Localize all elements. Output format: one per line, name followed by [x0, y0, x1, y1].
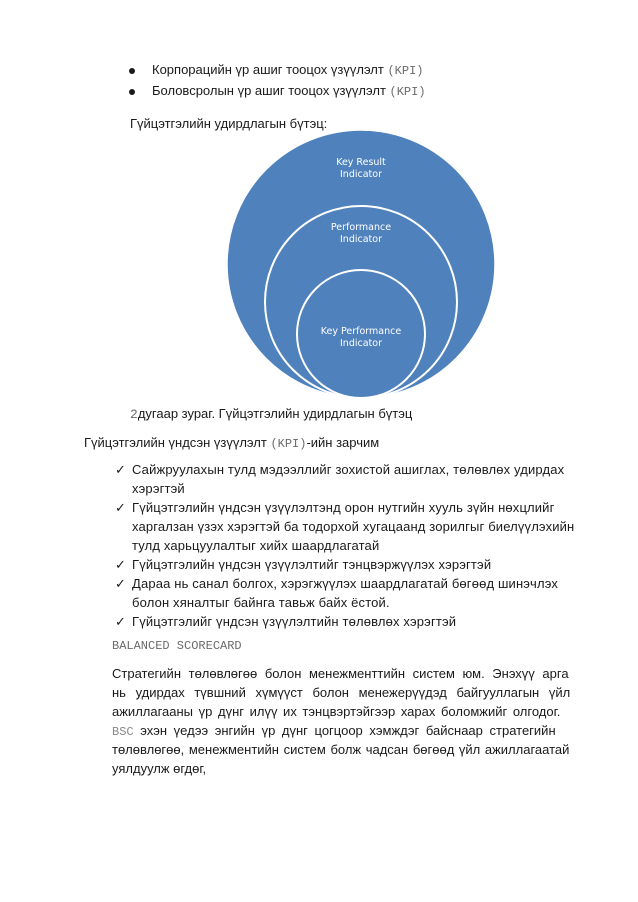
structure-heading: Гүйцэтгэлийн удирдлагын бүтэц: [130, 116, 328, 131]
checkmark-icon: ✓ [115, 614, 126, 629]
bullet-text: Боловсролын үр ашиг тооцох үзүүлэлт [152, 83, 386, 98]
checkmark-icon: ✓ [115, 576, 126, 591]
principles-heading-text: Гүйцэтгэлийн үндсэн үзүүлэлт [84, 435, 267, 450]
paragraph-line: Стратегийн төлөвлөгөө болон менежменттийн систем юм. Энэхүү арга [112, 666, 569, 681]
paragraph-line: нь удирдах түвшний хүмүүст болон менежерүүдэд байгууллагын үйл [112, 685, 571, 700]
bullet-abbr: (KPI) [389, 85, 426, 99]
inner-label-line2: Indicator [340, 338, 382, 349]
inner-label-line1: Key Performance [320, 326, 402, 337]
principles-heading [84, 435, 379, 451]
caption-text: дугаар зураг. Гүйцэтгэлийн удирдлагын бүтэц [137, 406, 413, 421]
principles-heading-abbr: (KPI) [270, 437, 307, 451]
principle-line: Сайжруулахын тулд мэдээллийг зохистой ашиглах, төлөвлөх удирдах [132, 462, 565, 477]
bsc-heading: BALANCED SCORECARD [112, 639, 242, 653]
checkmark-icon: ✓ [115, 557, 126, 572]
middle-label-line1: Performance [330, 222, 392, 233]
principle-line: харгалзан үзэх хэрэгтэй ба тодорхой хугацаанд зорилгыг биелүүлэхийн [132, 519, 575, 534]
caption-number: 2 [130, 407, 138, 422]
principle-line: хэрэгтэй [132, 481, 185, 496]
principles-heading-suffix: -ийн зарчим [306, 435, 380, 450]
middle-label-line2: Indicator [340, 234, 382, 245]
paragraph-line: төлөвлөгөө, менежментийн систем болж чадсан бөгөөд үйл ажиллагаатай [112, 742, 570, 757]
checkmark-icon: ✓ [115, 500, 126, 515]
checkmark-icon: ✓ [115, 462, 126, 477]
principle-line: Гүйцэтгэлийн үндсэн үзүүлэлтэнд орон нутгийн хууль зүйн нөхцлийг [132, 500, 555, 515]
outer-label-line2: Indicator [340, 169, 382, 180]
paragraph-line: уялдуулж өгдөг, [112, 761, 207, 776]
principle-line: Гүйцэтгэлийн үндсэн үзүүлэлтийг тэнцвэржүүлэх хэрэгтэй [132, 557, 492, 572]
bullet-text: Корпорацийн үр ашиг тооцох үзүүлэлт [152, 62, 384, 77]
figure-caption [130, 406, 412, 422]
bsc-abbr: BSC [112, 725, 134, 739]
principle-line: тулд харьцуулалтыг хийх шаардлагатай [132, 538, 380, 553]
paragraph-line [112, 723, 556, 739]
paragraph-text: эхэн үедээ энгийн үр дүнг цогцоор хэмждэг байснаар стратегийн [140, 723, 556, 738]
outer-label-line1: Key Result [336, 157, 386, 168]
principle-line: Гүйцэтгэлийг үндсэн үзүүлэлтийн төлөвлөх хэрэгтэй [132, 614, 457, 629]
principle-line: Дараа нь санал болгох, хэрэгжүүлэх шаардлагатай бөгөөд шинэчлэх [132, 576, 559, 591]
principle-line: болон хяналтыг байнга тавьж байх ёстой. [132, 595, 390, 610]
paragraph-line: ажиллагааны үр дүнг илүү их тэнцвэртэйгээр харах боломжийг олгодог. [112, 704, 561, 719]
bullet-abbr: (KPI) [387, 64, 424, 78]
